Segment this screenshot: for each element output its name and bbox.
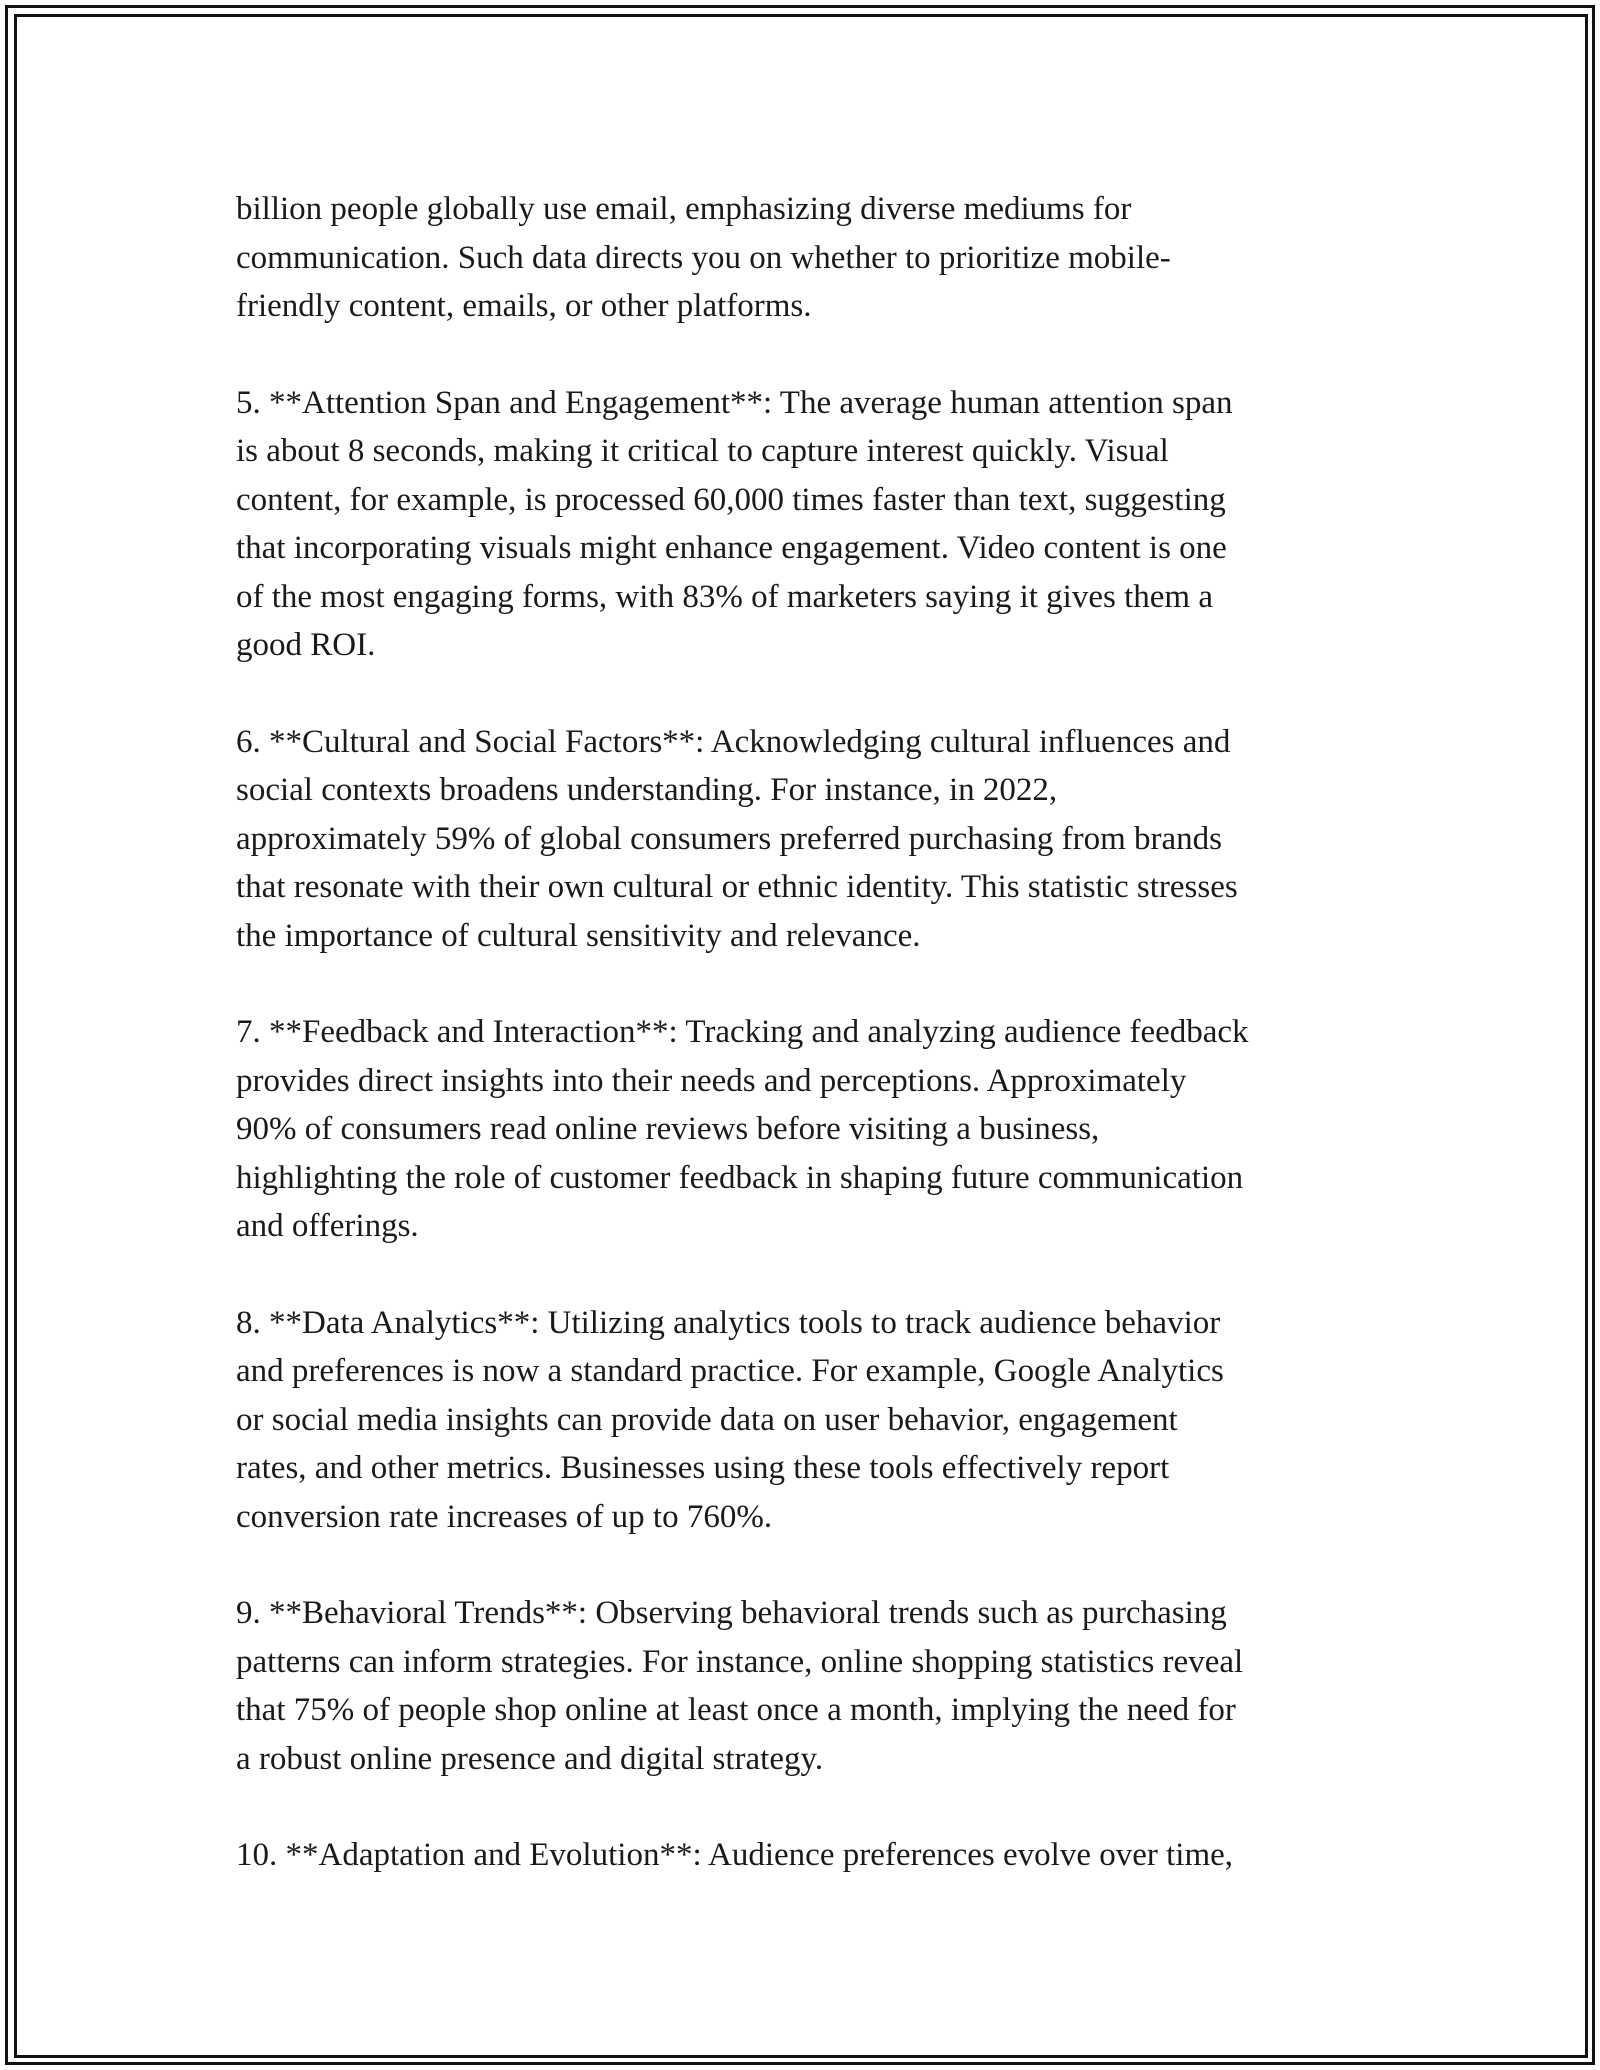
text-line: that resonate with their own cultural or ethnic identity. This statistic stresses [236, 869, 1238, 905]
text-line: that incorporating visuals might enhance engagement. Video content is one [236, 530, 1227, 566]
text-line: provides direct insights into their needs and perceptions. Approximately [236, 1062, 1187, 1099]
document-body [236, 185, 1376, 1928]
paragraph-feedback-interaction [236, 1008, 1376, 1251]
text-line: rates, and other metrics. Businesses using these tools effectively report [236, 1450, 1170, 1486]
text-line: conversion rate increases of up to 760%. [236, 1498, 773, 1535]
text-line: social contexts broadens understanding. For instance, in 2022, [236, 772, 1058, 808]
paragraph-adaptation-evolution [236, 1831, 1376, 1880]
text-line: 7. **Feedback and Interaction**: Tracking and analyzing audience feedback [236, 1014, 1249, 1050]
paragraph-cultural-factors [236, 718, 1376, 961]
text-line: highlighting the role of customer feedback in shaping future communication [236, 1159, 1244, 1196]
text-line: and preferences is now a standard practice. For example, Google Analytics [236, 1353, 1224, 1389]
text-line: a robust online presence and digital strategy. [236, 1740, 824, 1777]
paragraph-behavioral-trends [236, 1589, 1376, 1783]
text-line: 6. **Cultural and Social Factors**: Acknowledging cultural influences and [236, 723, 1231, 760]
text-line: content, for example, is processed 60,000 times faster than text, suggesting [236, 481, 1226, 518]
text-line: 10. **Adaptation and Evolution**: Audience preferences evolve over time, [236, 1837, 1234, 1873]
text-line: 9. **Behavioral Trends**: Observing behavioral trends such as purchasing [236, 1595, 1227, 1631]
text-line: is about 8 seconds, making it critical to capture interest quickly. Visual [236, 433, 1169, 469]
text-line: and offerings. [236, 1208, 419, 1244]
text-line: communication. Such data directs you on whether to prioritize mobile- [236, 239, 1171, 276]
paragraph-data-analytics [236, 1299, 1376, 1542]
text-line: good ROI. [236, 627, 376, 663]
paragraph-email-usage [236, 185, 1376, 331]
text-line: of the most engaging forms, with 83% of marketers saying it gives them a [236, 578, 1213, 615]
text-line: 5. **Attention Span and Engagement**: The average human attention span [236, 384, 1233, 421]
text-line: approximately 59% of global consumers preferred purchasing from brands [236, 820, 1223, 857]
text-line: billion people globally use email, emphasizing diverse mediums for [236, 191, 1132, 227]
text-line: or social media insights can provide data on user behavior, engagement [236, 1401, 1178, 1438]
paragraph-attention-span [236, 379, 1376, 670]
text-line: that 75% of people shop online at least once a month, implying the need for [236, 1692, 1236, 1728]
text-line: friendly content, emails, or other platforms. [236, 288, 812, 324]
text-line: 8. **Data Analytics**: Utilizing analytics tools to track audience behavior [236, 1304, 1221, 1341]
text-line: the importance of cultural sensitivity and relevance. [236, 917, 921, 954]
text-line: 90% of consumers read online reviews before visiting a business, [236, 1111, 1100, 1147]
text-line: patterns can inform strategies. For instance, online shopping statistics reveal [236, 1643, 1244, 1680]
